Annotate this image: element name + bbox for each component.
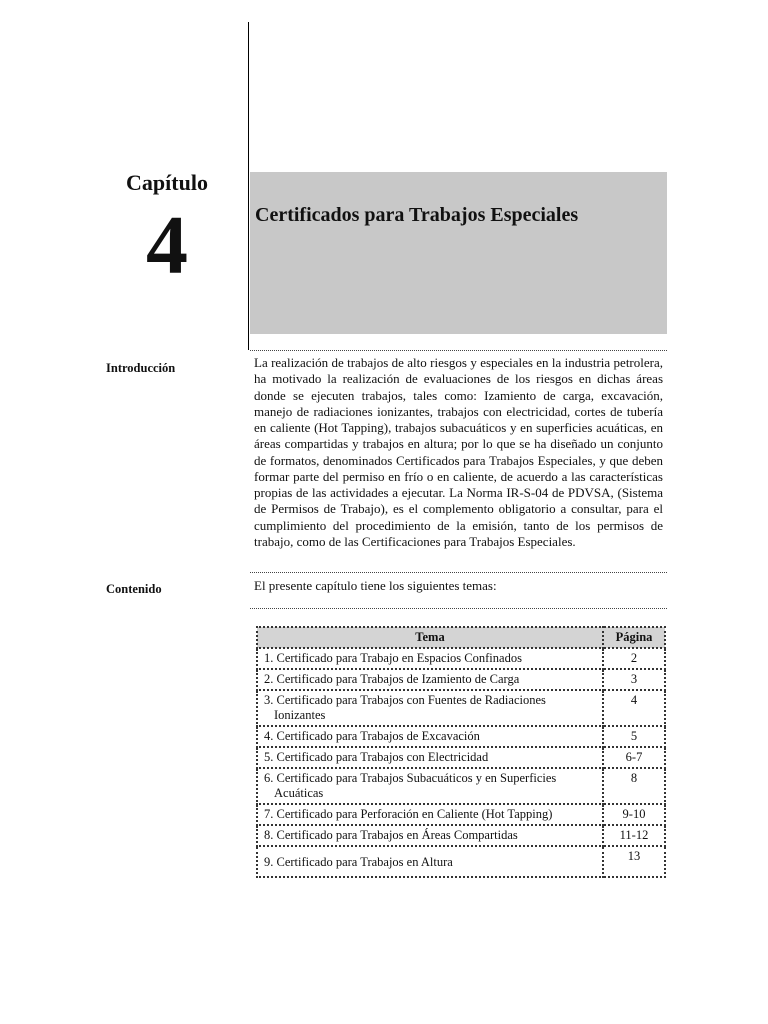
table-row bbox=[257, 804, 665, 825]
row-tema: 9. Certificado para Trabajos en Altura bbox=[264, 855, 453, 869]
table-row bbox=[257, 846, 665, 877]
row-tema: 3. Certificado para Trabajos con Fuentes de Radiaciones Ionizantes bbox=[264, 693, 546, 722]
column-header-pagina: Página bbox=[603, 627, 665, 648]
intro-label: Introducción bbox=[106, 361, 176, 375]
row-tema: 7. Certificado para Perforación en Caliente (Hot Tapping) bbox=[264, 807, 553, 821]
table-row bbox=[257, 747, 665, 768]
table-header-row bbox=[257, 627, 665, 648]
contenido-text: El presente capítulo tiene los siguientes temas: bbox=[254, 578, 497, 593]
row-pagina: 3 bbox=[603, 669, 665, 690]
chapter-title: Certificados para Trabajos Especiales bbox=[255, 204, 579, 226]
contenido-label: Contenido bbox=[106, 582, 162, 596]
intro-paragraph: La realización de trabajos de alto riesgos y especiales en la industria petrolera, ha motivado la realización de evaluaciones de los riesgos en dichas áreas donde se ejecuten trabajos, tales como: Izamiento de carga, excavación, manejo de radiaciones ionizantes, trabajos con electricidad, cortes de tubería en caliente (Hot Tapping), trabajos subacuáticos y en superficies acuáticas, en áreas compartidas y trabajos en altura; por lo que se ha diseñado un conjunto de formatos, denominados Certificados para Trabajos Especiales, y que deben formar parte del permiso en frío o en caliente, de acuerdo a las características propias de las actividades a ejecutar. La Norma IR-S-04 de PDVSA, (Sistema de Permisos de Trabajo), es el complemento obligatorio a consultar, para el cumplimiento del procedimiento de la emisión, tanto de los permisos de trabajo, como de las Certificaciones para Trabajos Especiales. bbox=[254, 355, 663, 549]
divider-dotted bbox=[250, 608, 667, 609]
divider-dotted bbox=[250, 572, 667, 573]
row-pagina: 8 bbox=[603, 768, 665, 804]
chapter-number: 4 bbox=[146, 199, 188, 292]
row-tema: 4. Certificado para Trabajos de Excavación bbox=[264, 729, 480, 743]
row-pagina: 2 bbox=[603, 648, 665, 669]
row-pagina: 11-12 bbox=[603, 825, 665, 846]
table-row bbox=[257, 669, 665, 690]
row-pagina: 5 bbox=[603, 726, 665, 747]
table-row bbox=[257, 648, 665, 669]
row-tema: 5. Certificado para Trabajos con Electricidad bbox=[264, 750, 489, 764]
column-header-tema: Tema bbox=[257, 627, 603, 648]
row-tema: 6. Certificado para Trabajos Subacuáticos y en Superficies Acuáticas bbox=[264, 771, 557, 800]
row-tema: 8. Certificado para Trabajos en Áreas Compartidas bbox=[264, 828, 518, 842]
table-row bbox=[257, 690, 665, 726]
row-pagina: 9-10 bbox=[603, 804, 665, 825]
row-pagina: 6-7 bbox=[603, 747, 665, 768]
row-pagina: 4 bbox=[603, 690, 665, 726]
divider-dotted bbox=[250, 350, 667, 351]
table-row bbox=[257, 726, 665, 747]
chapter-label: Capítulo bbox=[126, 170, 208, 195]
chapter-title-box bbox=[250, 172, 667, 334]
chapter-divider-line bbox=[248, 22, 249, 350]
row-tema: 2. Certificado para Trabajos de Izamiento de Carga bbox=[264, 672, 520, 686]
row-tema: 1. Certificado para Trabajo en Espacios Confinados bbox=[264, 651, 522, 665]
row-pagina: 13 bbox=[603, 846, 665, 877]
table-row bbox=[257, 825, 665, 846]
table-row bbox=[257, 768, 665, 804]
topics-table bbox=[256, 626, 666, 878]
